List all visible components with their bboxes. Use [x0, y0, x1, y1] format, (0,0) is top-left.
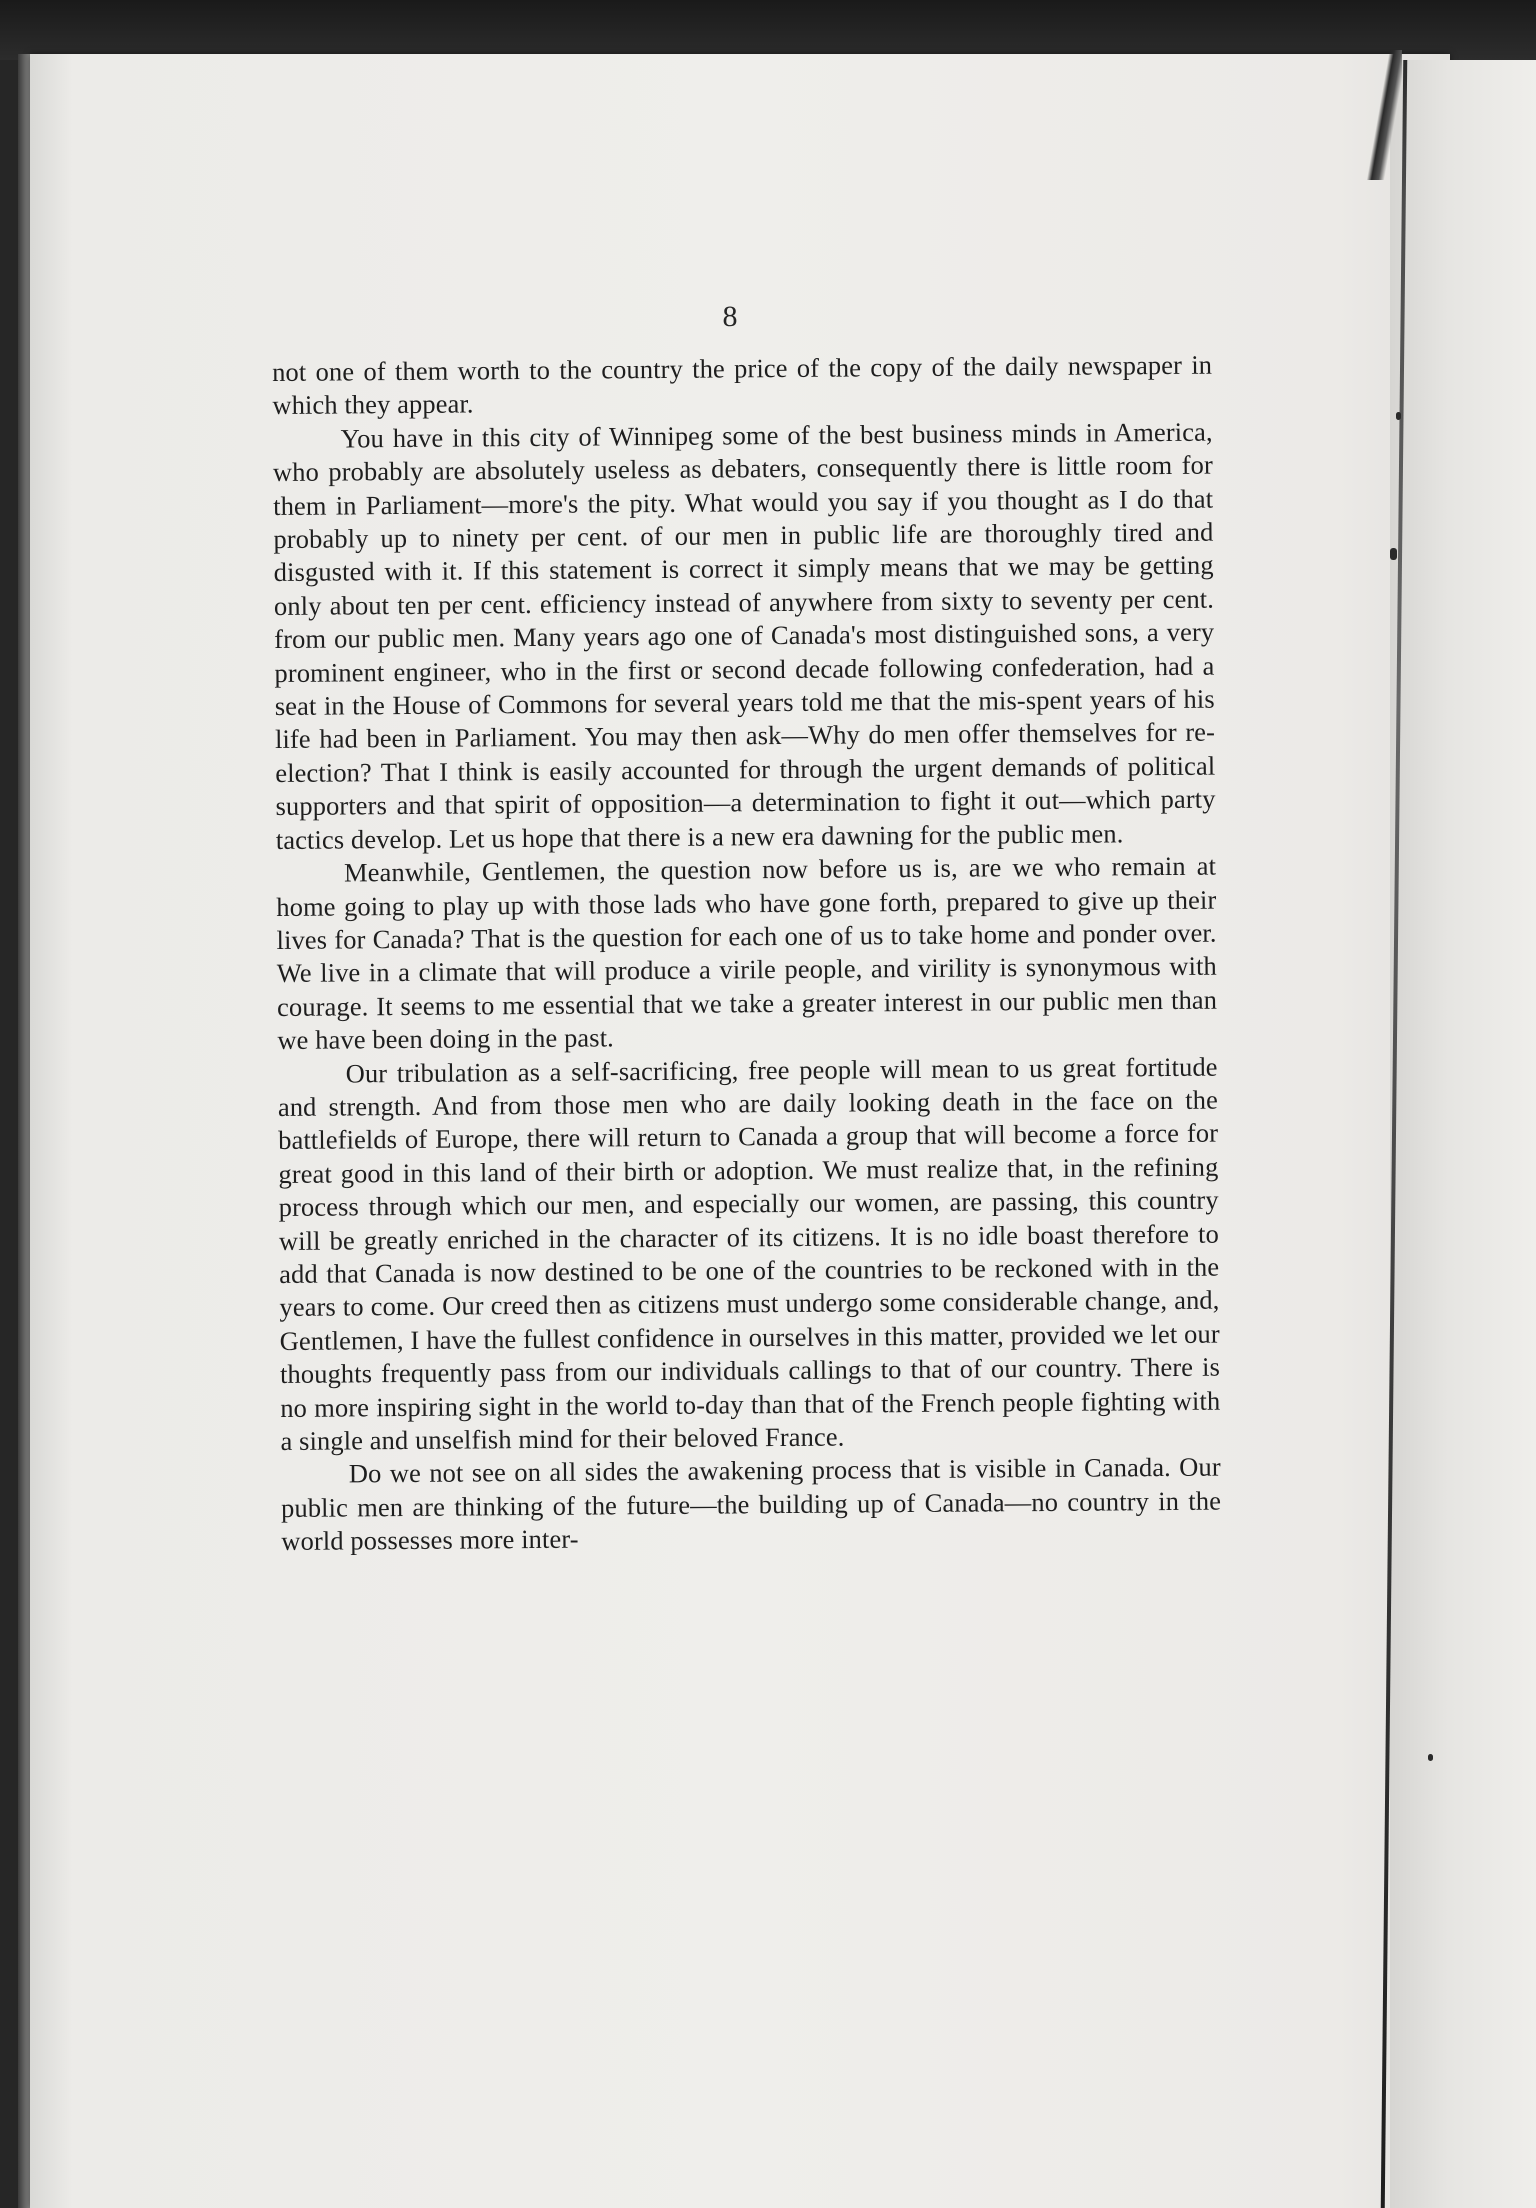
scanner-border — [0, 0, 1536, 60]
paragraph: Do we not see on all sides the awakening process that is visible in Canada. Our public men are thinking of the future—the building up of Canada—no country in the world possesses more inter- — [280, 1451, 1222, 1557]
body-text — [272, 349, 1221, 1559]
paragraph: Meanwhile, Gentlemen, the question now before us is, are we who remain at home going to play up with those lads who have gone forth, prepared to give up their lives for Canada? That is the question for each one of us to take home and ponder over. We live in a climate that will produce a virile people, and virility is synonymous with courage. It seems to me essential that we take a greater interest in our public men than we have been doing in the past. — [276, 850, 1218, 1056]
paragraph: Our tribulation as a self-sacrificing, free people will mean to us great fortitude and strength. And from those men who are daily looking death in the face on the battlefields of Europe, there will return to Canada a group that will become a force for great good in this land of their birth or adoption. We must realize that, in the refining process through which our men, and especially our women, are passing, this country will be greatly enriched in the character of its citizens. It is no idle boast therefore to add that Canada is now destined to be one of the countries to be reckoned with in the years to come. Our creed then as citizens must undergo some considerable change, and, Gentlemen, I have the fullest confidence in ourselves in this matter, provided we let our thoughts frequently pass from our individuals callings to that of our country. There is no more inspiring sight in the world to-day than that of the French people fighting with a single and unselfish mind for their beloved France. — [277, 1051, 1221, 1456]
page-number: 8 — [722, 300, 738, 333]
dust-speck — [1390, 548, 1397, 560]
dust-speck — [1396, 412, 1401, 420]
dust-speck — [1428, 1754, 1433, 1761]
paragraph: not one of them worth to the country the price of the copy of the daily newspaper in which they appear. — [272, 349, 1213, 421]
facing-page-edge — [1390, 60, 1536, 2208]
paragraph: You have in this city of Winnipeg some of the best business minds in America, who probably are absolutely useless as debaters, consequently there is little room for them in Parliament—more's the pity. What would you say if you thought as I do that probably up to ninety per cent. of our men in public life are thoroughly tired and disgusted with it. If this statement is correct it simply means that we may be getting only about ten per cent. efficiency instead of anywhere from sixty to seventy per cent. from our public men. Many years ago one of Canada's most distinguished sons, a very prominent engineer, who in the first or second decade following confederation, had a seat in the House of Commons for several years told me that the mis-spent years of his life had been in Parliament. You may then ask—Why do men offer themselves for re-election? That I think is easily accounted for through the urgent demands of political supporters and that spirit of opposition—a determination to fight it out—which party tactics develop. Let us hope that there is a new era dawning for the public men. — [272, 416, 1216, 855]
page-curl-shadow — [1366, 50, 1402, 180]
